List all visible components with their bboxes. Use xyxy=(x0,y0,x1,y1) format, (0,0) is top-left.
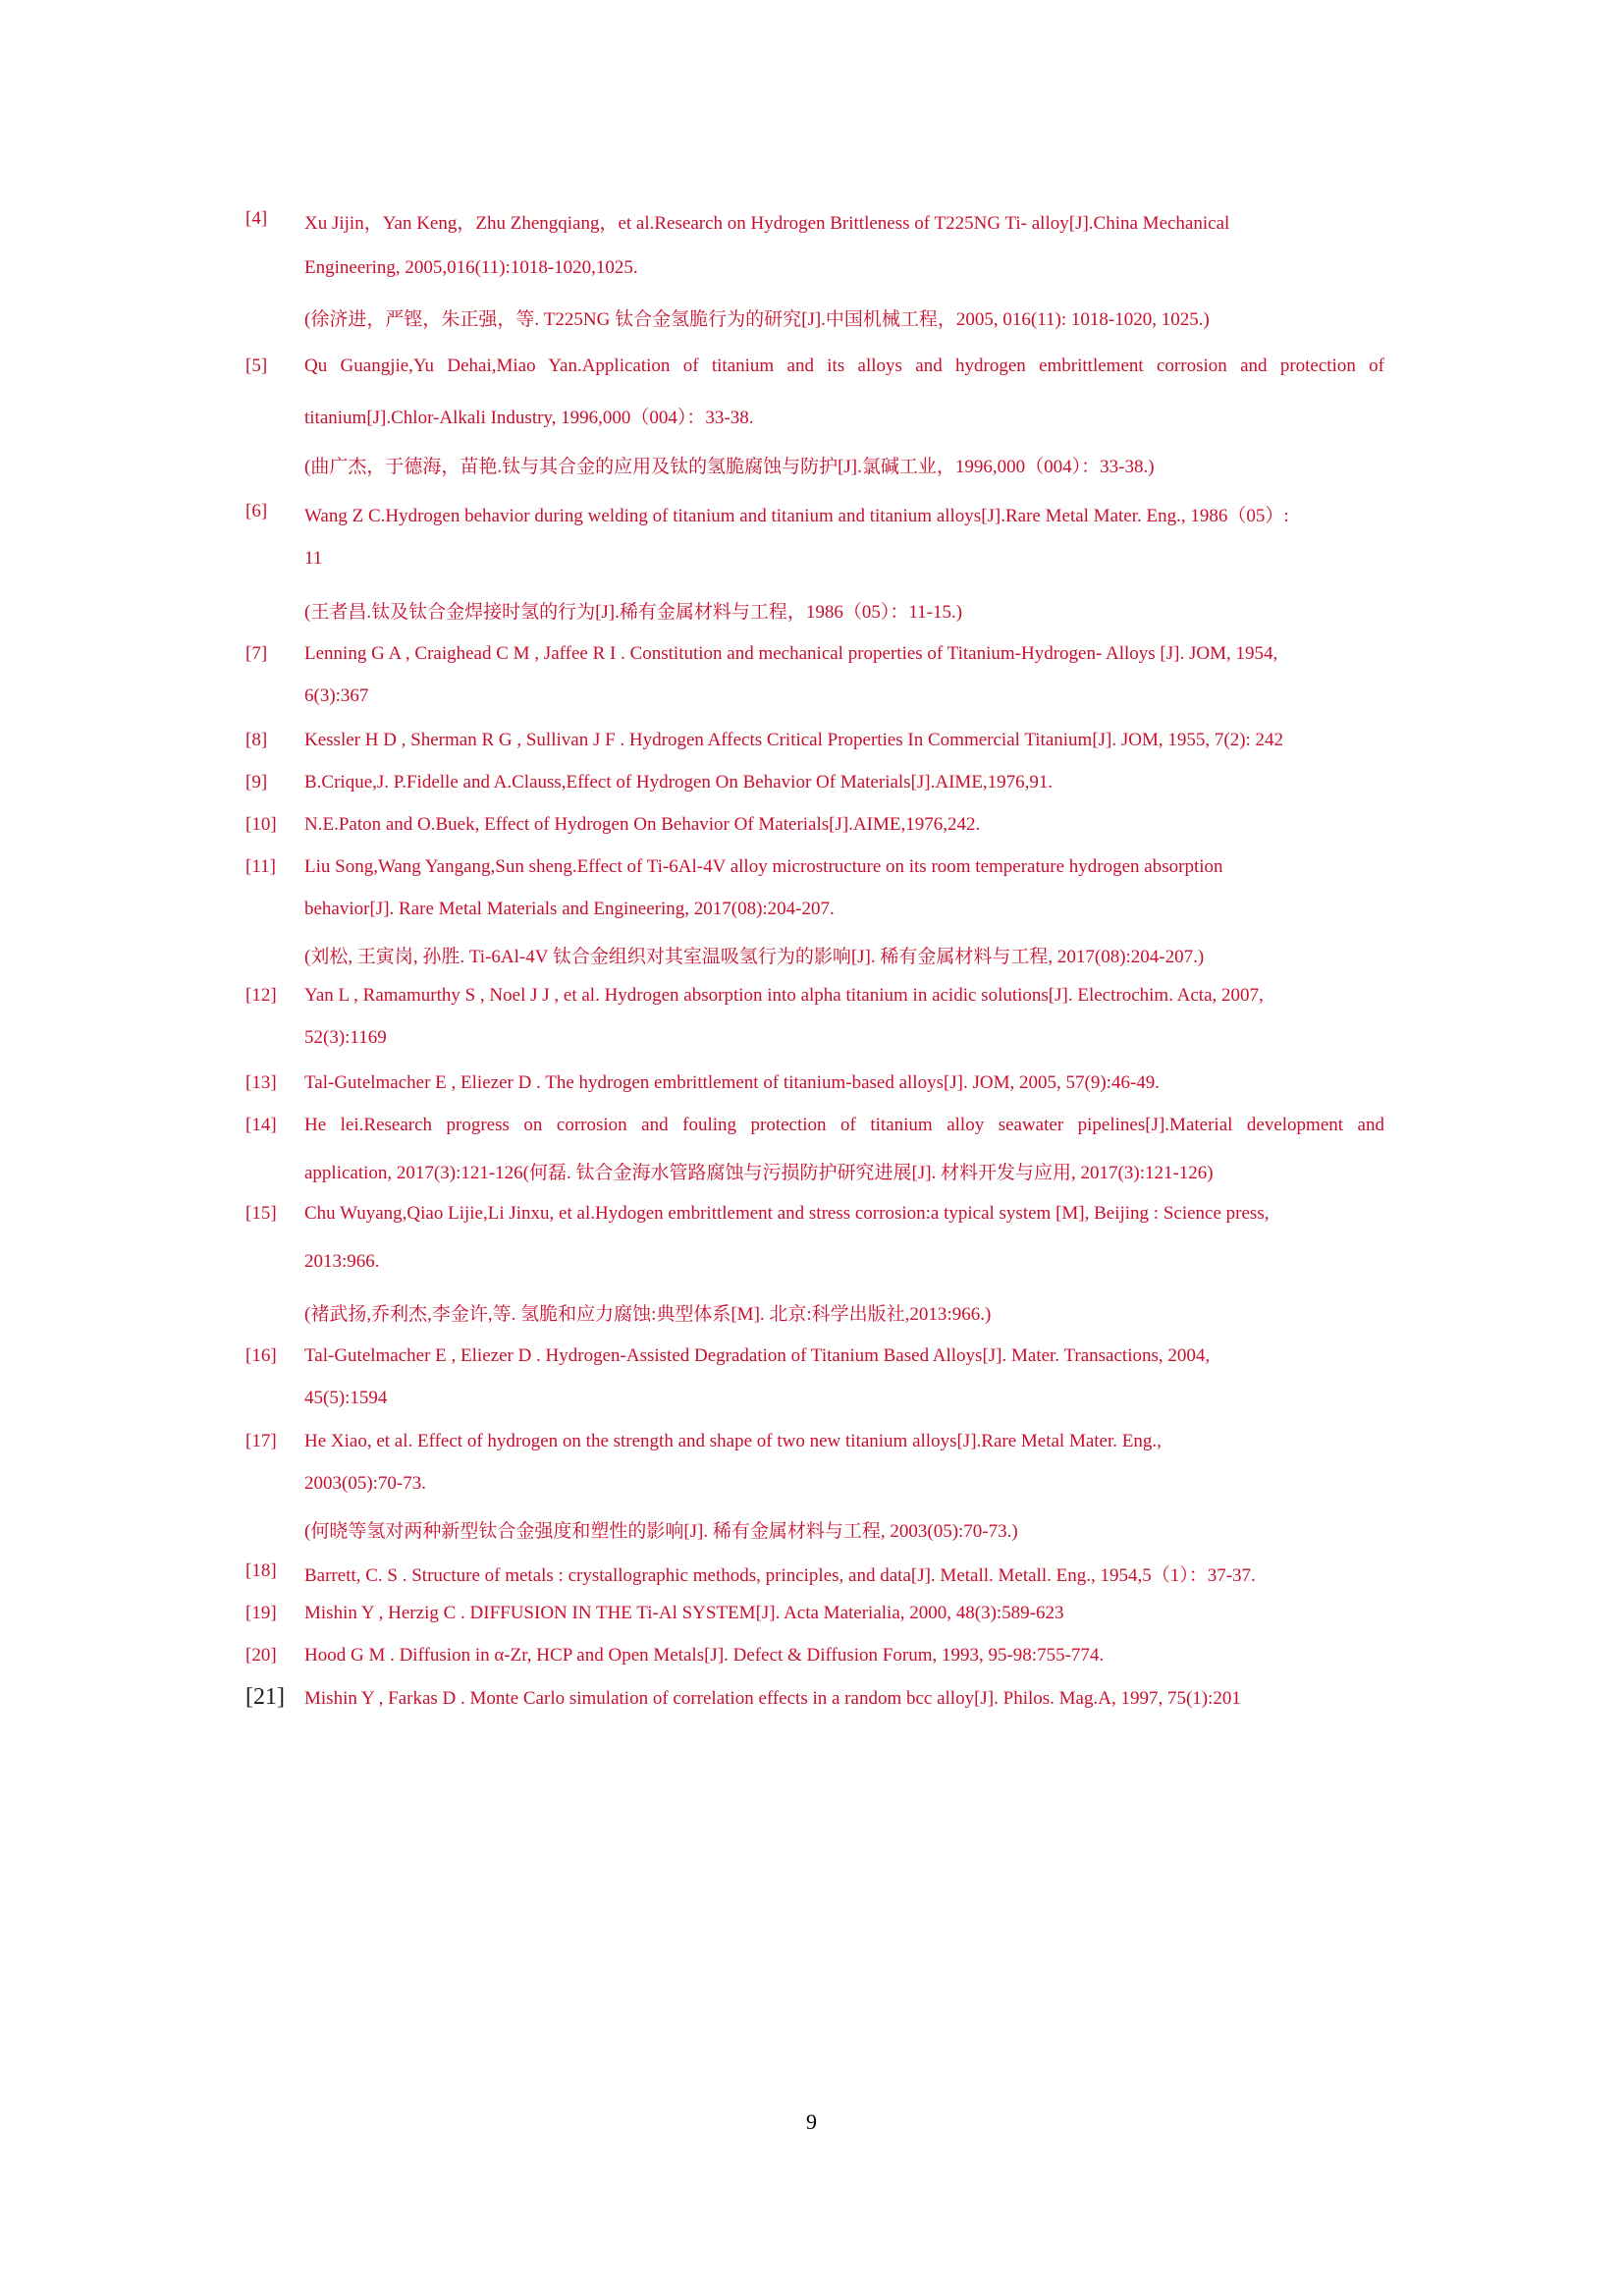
reference-text-line: (刘松, 王寅岗, 孙胜. Ti-6Al-4V 钛合金组织对其室温吸氢行为的影响[J]. 稀有金属材料与工程, 2017(08):204-207.) xyxy=(304,947,1205,967)
reference-text-line: (褚武扬,乔利杰,李金许,等. 氢脆和应力腐蚀:典型体系[M]. 北京:科学出版社,2013:966.) xyxy=(304,1304,992,1325)
reference-text-line: Liu Song,Wang Yangang,Sun sheng.Effect of Ti-6Al-4V alloy microstructure on its room temperature hydrogen absorption xyxy=(304,856,1223,877)
reference-text-line: He Xiao, et al. Effect of hydrogen on the strength and shape of two new titanium alloys[J].Rare Metal Mater. Eng., xyxy=(304,1431,1162,1451)
reference-text-line: Wang Z C.Hydrogen behavior during welding of titanium and titanium and titanium alloys[J].Rare Metal Mater. Eng., 1986（05）: xyxy=(304,506,1289,526)
reference-text-line: Kessler H D , Sherman R G , Sullivan J F . Hydrogen Affects Critical Properties In Commercial Titanium[J]. JOM, 1955, 7(2): 242 xyxy=(304,730,1284,750)
reference-text-line: (徐济进，严铿，朱正强，等. T225NG 钛合金氢脆行为的研究[J].中国机械工程，2005, 016(11): 1018-1020, 1025.) xyxy=(304,309,1210,330)
reference-number: [6] xyxy=(245,501,268,521)
reference-number: [17] xyxy=(245,1431,277,1451)
reference-number: [16] xyxy=(245,1345,277,1366)
reference-text-line: B.Crique,J. P.Fidelle and A.Clauss,Effect of Hydrogen On Behavior Of Materials[J].AIME,1976,91. xyxy=(304,772,1054,793)
reference-text-line: Tal-Gutelmacher E , Eliezer D . The hydrogen embrittlement of titanium-based alloys[J]. JOM, 2005, 57(9):46-49. xyxy=(304,1072,1161,1093)
reference-text-line: 52(3):1169 xyxy=(304,1027,387,1048)
reference-text-line: behavior[J]. Rare Metal Materials and Engineering, 2017(08):204-207. xyxy=(304,899,835,919)
reference-text-line: Barrett, C. S . Structure of metals : crystallographic methods, principles, and data[J]. Metall. Metall. Eng., 1954,5（1）：37-37. xyxy=(304,1565,1256,1586)
reference-text-line: Mishin Y , Farkas D . Monte Carlo simulation of correlation effects in a random bcc alloy[J]. Philos. Mag.A, 1997, 75(1):201 xyxy=(304,1688,1241,1709)
reference-text-line: (何晓等氢对两种新型钛合金强度和塑性的影响[J]. 稀有金属材料与工程, 2003(05):70-73.) xyxy=(304,1521,1018,1542)
reference-text-line: 45(5):1594 xyxy=(304,1388,388,1408)
reference-number: [10] xyxy=(245,814,277,835)
reference-number: [4] xyxy=(245,208,268,229)
reference-text-line: He lei.Research progress on corrosion and fouling protection of titanium alloy seawater pipelines[J].Material development and xyxy=(304,1115,1384,1135)
reference-number: [8] xyxy=(245,730,268,750)
reference-text-line: Tal-Gutelmacher E , Eliezer D . Hydrogen-Assisted Degradation of Titanium Based Alloys[J]. Mater. Transactions, 2004, xyxy=(304,1345,1211,1366)
page-number: 9 xyxy=(806,2109,817,2134)
reference-number: [9] xyxy=(245,772,268,793)
reference-text-line: 6(3):367 xyxy=(304,685,369,706)
reference-text-line: Engineering, 2005,016(11):1018-1020,1025. xyxy=(304,257,638,278)
reference-number: [21] xyxy=(245,1684,285,1710)
reference-text-line: 2003(05):70-73. xyxy=(304,1473,427,1494)
reference-number: [19] xyxy=(245,1603,277,1623)
reference-text-line: Chu Wuyang,Qiao Lijie,Li Jinxu, et al.Hydogen embrittlement and stress corrosion:a typical system [M], Beijing : Science press, xyxy=(304,1203,1270,1224)
reference-text-line: (王者昌.钛及钛合金焊接时氢的行为[J].稀有金属材料与工程，1986（05）：11-15.) xyxy=(304,602,963,623)
reference-text-line: Yan L , Ramamurthy S , Noel J J , et al. Hydrogen absorption into alpha titanium in acidic solutions[J]. Electrochim. Acta, 2007, xyxy=(304,985,1264,1006)
reference-text-line: 2013:966. xyxy=(304,1251,380,1272)
reference-text-line: Xu Jijin，Yan Keng，Zhu Zhengqiang，et al.Research on Hydrogen Brittleness of T225NG Ti- alloy[J].China Mechanical xyxy=(304,213,1230,234)
reference-text-line: application, 2017(3):121-126(何磊. 钛合金海水管路腐蚀与污损防护研究进展[J]. 材料开发与应用, 2017(3):121-126) xyxy=(304,1163,1214,1183)
reference-number: [11] xyxy=(245,856,276,877)
reference-text-line: titanium[J].Chlor-Alkali Industry, 1996,000（004）：33-38. xyxy=(304,408,754,428)
reference-number: [20] xyxy=(245,1645,277,1666)
reference-text-line: 11 xyxy=(304,548,323,569)
reference-text-line: Qu Guangjie,Yu Dehai,Miao Yan.Application of titanium and its alloys and hydrogen embrittlement corrosion and protection of xyxy=(304,355,1384,376)
reference-text-line: (曲广杰，于德海，苗艳.钛与其合金的应用及钛的氢脆腐蚀与防护[J].氯碱工业，1996,000（004）：33-38.) xyxy=(304,457,1155,477)
reference-text-line: N.E.Paton and O.Buek, Effect of Hydrogen On Behavior Of Materials[J].AIME,1976,242. xyxy=(304,814,981,835)
reference-text-line: Lenning G A , Craighead C M , Jaffee R I . Constitution and mechanical properties of Titanium-Hydrogen- Alloys [J]. JOM, 1954, xyxy=(304,643,1278,664)
reference-number: [18] xyxy=(245,1560,277,1581)
reference-text-line: Hood G M . Diffusion in α-Zr, HCP and Open Metals[J]. Defect & Diffusion Forum, 1993, 95-98:755-774. xyxy=(304,1645,1105,1666)
reference-text-line: Mishin Y , Herzig C . DIFFUSION IN THE Ti-Al SYSTEM[J]. Acta Materialia, 2000, 48(3):589-623 xyxy=(304,1603,1064,1623)
reference-number: [14] xyxy=(245,1115,277,1135)
reference-number: [7] xyxy=(245,643,268,664)
reference-number: [15] xyxy=(245,1203,277,1224)
reference-number: [13] xyxy=(245,1072,277,1093)
reference-number: [12] xyxy=(245,985,277,1006)
reference-number: [5] xyxy=(245,355,268,376)
